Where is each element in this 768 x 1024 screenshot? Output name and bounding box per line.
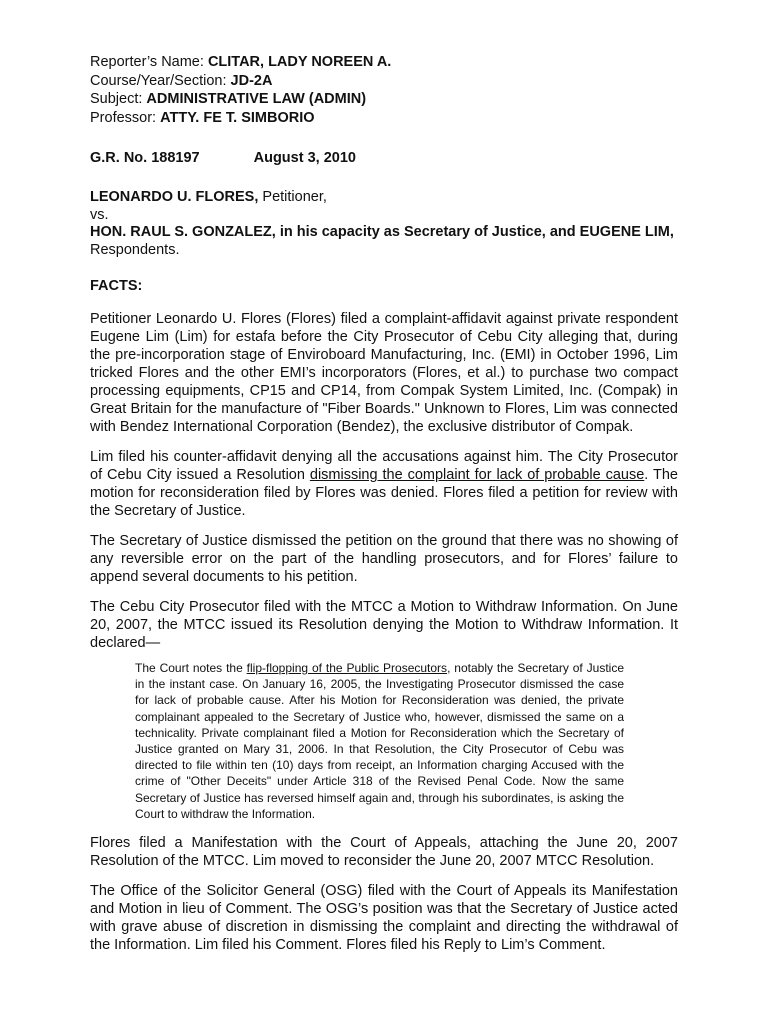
facts-paragraph-1: Petitioner Leonardo U. Flores (Flores) filed a complaint-affidavit against private respondent Eugene Lim (Lim) for estafa before the City Prosecutor of Cebu City alleging that, during the pre-incorporation stage of Enviroboard Manufacturing, Inc. (EMI) in October 1996, Lim tricked Flores and the other EMI’s incorporators (Flores, et al.) to purchase two compact processing equipments, CP15 and CP14, from Compak System Limited, Inc. (Compak) in Great Britain for the manufacture of "Fiber Boards." Unknown to Flores, Lim was connected with Bendez International Corporation (Bendez), the exclusive distributor of Compak. — [90, 311, 678, 435]
subject-label: Subject: — [90, 91, 147, 107]
professor-value: ATTY. FE T. SIMBORIO — [160, 109, 315, 126]
mtcc-block-quote — [135, 660, 624, 822]
subject-value: ADMINISTRATIVE LAW (ADMIN) — [146, 91, 367, 107]
p2-text-b: . The motion for reconsideration filed by Flores was denied. Flores filed a petition for review with the Secretary of Justice. — [90, 467, 678, 519]
respondents-line — [90, 224, 678, 259]
facts-paragraph-2 — [90, 448, 678, 520]
facts-heading: FACTS: — [90, 278, 143, 294]
quote-underlined-text: flip-flopping of the Public Prosecutors — [246, 661, 448, 675]
reporter-line — [90, 53, 678, 72]
course-value: JD-2A — [230, 72, 273, 89]
reporter-name: CLITAR, LADY NOREEN A. — [207, 54, 392, 70]
quote-text-b: , notably the Secretary of Justice in the instant case. On January 16, 2005, the Investigating Prosecutor dismissed the case for lack of probable cause. After his Motion for Reconsideration was denied, the private complainant appealed to the Secretary of Justice who, however, dismissed the same on a technicality. Private complainant filed a Motion for Reconsideration which the Secretary of Justice granted on Mary 31, 2006. In that Resolution, the City Prosecutor of Cebu was directed to file within ten (10) days from receipt, an Information charging Accused with the crime of "Other Deceits" under Article 318 of the Revised Penal Code. Now the same Secretary of Justice has reversed himself again and, through his subordinates, is asking the Court to withdraw the Information. — [135, 661, 624, 821]
case-date: August 3, 2010 — [253, 150, 356, 166]
professor-line — [90, 109, 678, 128]
quote-text-a: The Court notes the — [135, 661, 247, 675]
reporter-header — [90, 53, 678, 127]
p2-text-a: Lim filed his counter-affidavit denying all the accusations against him. The City Prosecutor of Cebu City issued a Resolution — [90, 449, 678, 483]
facts-paragraph-5: Flores filed a Manifestation with the Court of Appeals, attaching the June 20, 2007 Resolution of the MTCC. Lim moved to reconsider the June 20, 2007 MTCC Resolution. — [90, 835, 678, 870]
reporter-label: Reporter’s Name: — [90, 54, 208, 70]
versus-text: vs. — [90, 206, 109, 223]
petitioner-role: Petitioner, — [258, 189, 327, 205]
facts-paragraph-4: The Cebu City Prosecutor filed with the MTCC a Motion to Withdraw Information. On June 20, 2007, the MTCC issued its Resolution denying the Motion to Withdraw Information. It declared— — [90, 599, 678, 651]
respondents-name: HON. RAUL S. GONZALEZ, in his capacity as Secretary of Justice, and EUGENE LIM, — [90, 224, 674, 240]
course-label: Course/Year/Section: — [90, 72, 231, 89]
gr-number: G.R. No. 188197 — [90, 150, 200, 166]
respondents-role: Respondents. — [90, 241, 180, 258]
course-line — [90, 72, 678, 91]
p2-underlined-text: dismissing the complaint for lack of probable cause — [309, 467, 645, 483]
case-number-line — [90, 149, 678, 167]
facts-paragraph-6: The Office of the Solicitor General (OSG) filed with the Court of Appeals its Manifestation and Motion in lieu of Comment. The OSG’s position was that the Secretary of Justice acted with grave abuse of discretion in dismissing the complaint and directing the withdrawal of the Information. Lim filed his Comment. Flores filed his Reply to Lim’s Comment. — [90, 883, 678, 954]
petitioner-line — [90, 189, 678, 207]
subject-line — [90, 90, 678, 109]
professor-label: Professor: — [90, 109, 161, 126]
facts-paragraph-3: The Secretary of Justice dismissed the petition on the ground that there was no showing of any reversible error on the part of the handling prosecutors, and for Flores’ failure to append several documents to his petition. — [90, 533, 678, 585]
document-page — [90, 53, 678, 954]
petitioner-name: LEONARDO U. FLORES, — [90, 189, 259, 205]
case-parties — [90, 189, 678, 259]
